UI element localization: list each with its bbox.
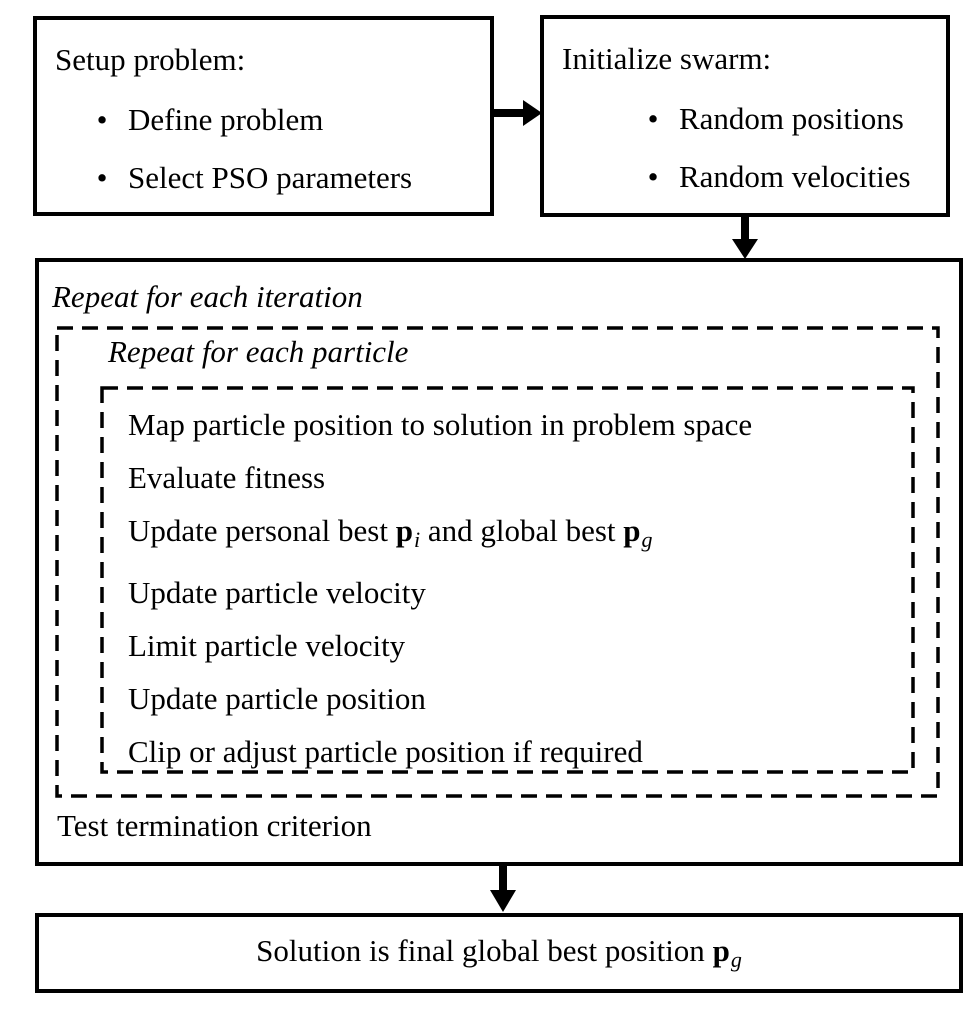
solution-box	[35, 913, 963, 993]
step-update-position	[128, 672, 752, 725]
text-segment: Update personal best	[128, 513, 396, 548]
bullet-icon: •	[96, 160, 108, 195]
termination-criterion-label: Test termination criterion	[57, 808, 372, 843]
text-segment: Solution is final global best position	[256, 933, 713, 968]
text-segment: Update particle velocity	[128, 575, 426, 610]
text-segment: and global best	[420, 513, 624, 548]
step-map-position	[128, 398, 752, 451]
particle-loop-label: Repeat for each particle	[108, 334, 409, 369]
bullet-item-label: Define problem	[128, 102, 324, 137]
vector-subscript: g	[641, 527, 653, 552]
list-item	[642, 159, 911, 195]
arrow-init-to-loop-icon	[732, 217, 758, 259]
list-item	[91, 102, 323, 138]
text-segment: Update particle position	[128, 681, 426, 716]
bullet-icon: •	[647, 101, 659, 136]
step-evaluate-fitness	[128, 451, 752, 504]
text-segment: Limit particle velocity	[128, 628, 406, 663]
bullet-item-label: Random velocities	[679, 159, 911, 194]
list-item	[91, 160, 412, 196]
particle-step-list	[128, 398, 752, 778]
setup-problem-box	[33, 16, 494, 216]
arrow-loop-to-solution-icon	[490, 866, 516, 912]
text-segment: Map particle position to solution in problem space	[128, 407, 753, 442]
vector-symbol: p	[395, 513, 413, 548]
text-segment: Clip or adjust particle position if required	[128, 734, 643, 769]
iteration-loop-box	[35, 258, 963, 866]
vector-subscript: g	[730, 947, 742, 972]
arrow-setup-to-init-icon	[493, 100, 542, 126]
bullet-item-label: Random positions	[679, 101, 904, 136]
list-item	[642, 101, 904, 137]
iteration-loop-label: Repeat for each iteration	[52, 279, 363, 314]
vector-subscript: i	[413, 527, 421, 552]
text-segment: Evaluate fitness	[128, 460, 326, 495]
step-update-velocity	[128, 566, 752, 619]
setup-box-title: Setup problem:	[55, 42, 246, 77]
step-clip-position	[128, 725, 752, 778]
bullet-icon: •	[96, 102, 108, 137]
vector-symbol: p	[623, 513, 641, 548]
initialize-swarm-box	[540, 15, 950, 217]
vector-symbol: p	[712, 933, 730, 968]
solution-label	[256, 933, 742, 973]
step-limit-velocity	[128, 619, 752, 672]
step-update-bests	[128, 504, 752, 566]
init-box-title: Initialize swarm:	[562, 41, 772, 76]
bullet-icon: •	[647, 159, 659, 194]
bullet-item-label: Select PSO parameters	[128, 160, 413, 195]
